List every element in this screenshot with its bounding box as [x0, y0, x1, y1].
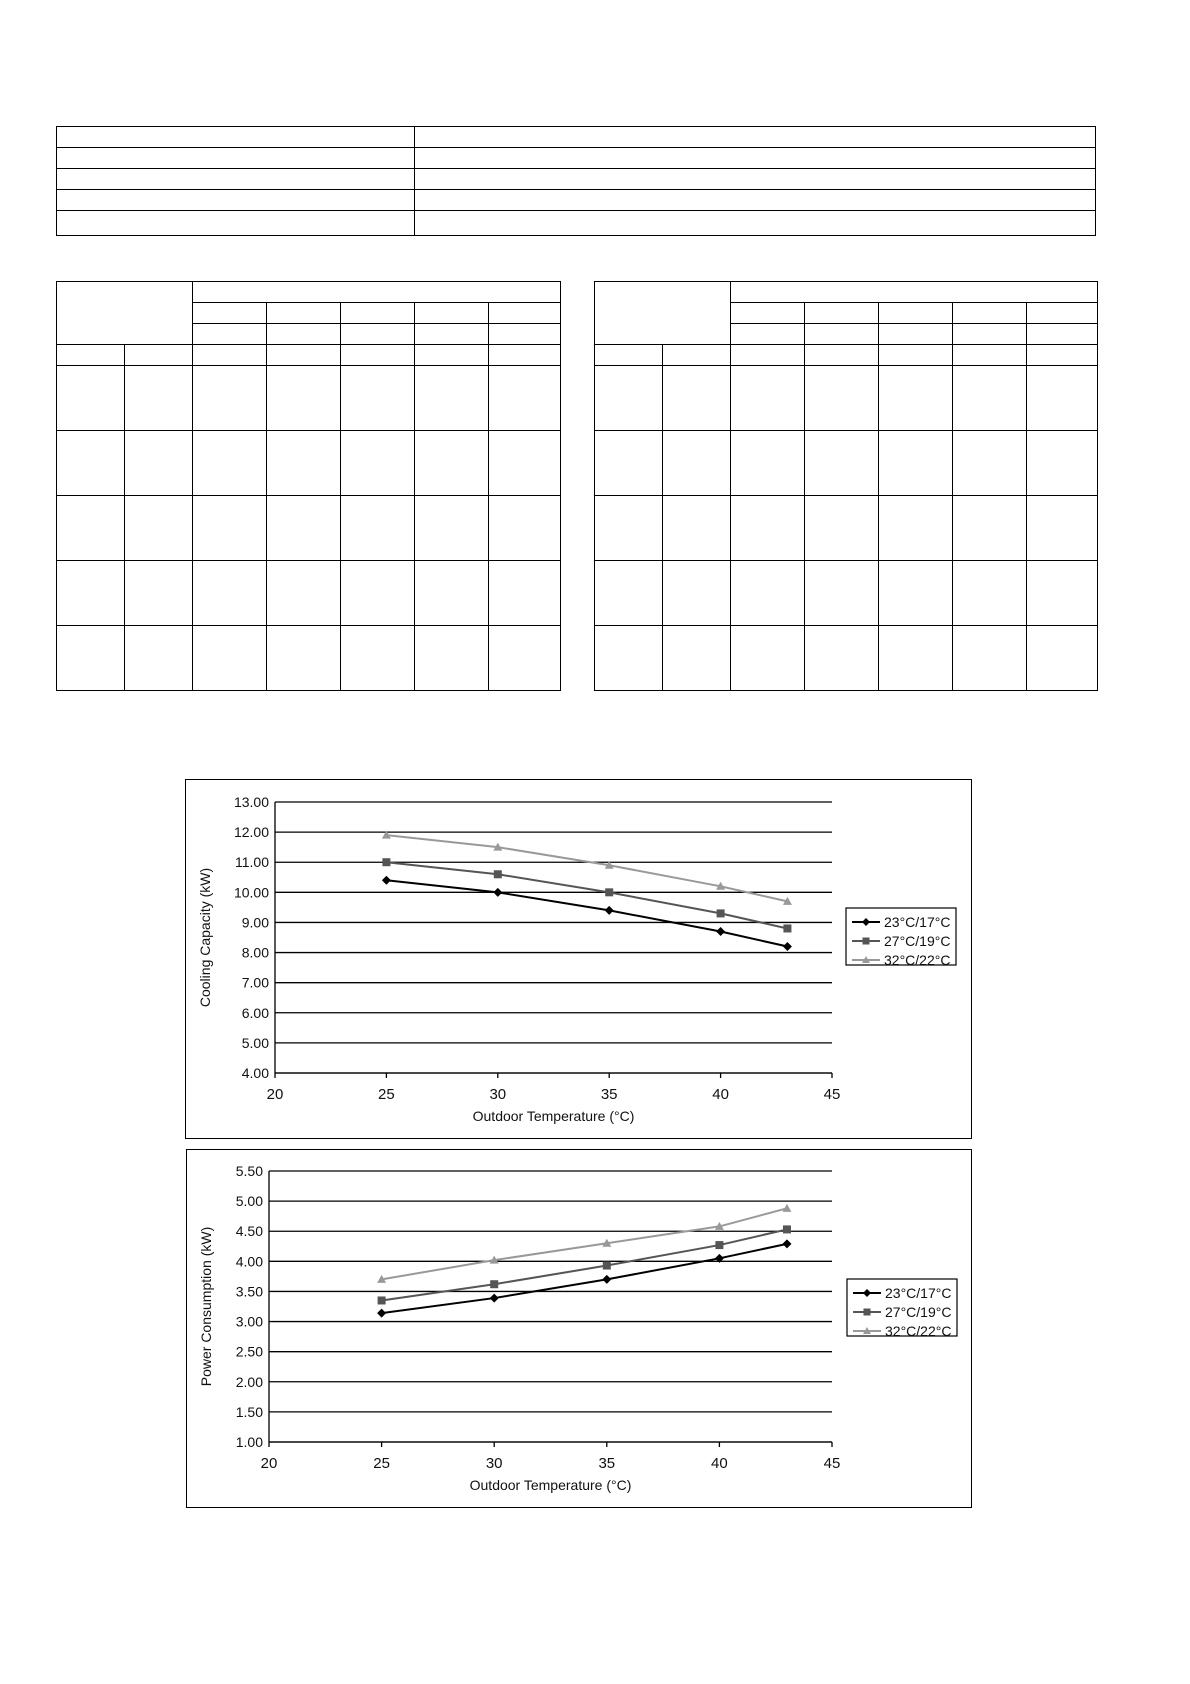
table-header-cell — [125, 345, 193, 366]
capacity-legend-label: 23°C/17°C — [884, 914, 951, 930]
power-y-tick-label: 3.50 — [235, 1283, 263, 1300]
power-legend-marker — [864, 1309, 871, 1316]
table-cell — [341, 626, 415, 691]
table-row — [57, 345, 561, 366]
power-y-tick-label: 5.00 — [235, 1193, 263, 1210]
table-row — [57, 366, 561, 431]
power-y-tick-label: 3.00 — [235, 1313, 263, 1330]
table-cell — [595, 366, 663, 431]
capacity-y-tick-label: 13.00 — [233, 794, 269, 810]
table-cell — [125, 561, 193, 626]
table-header-cell — [805, 303, 879, 324]
table-cell — [341, 366, 415, 431]
capacity-y-tick-label: 11.00 — [235, 854, 269, 871]
power-x-tick-label: 45 — [823, 1455, 841, 1472]
table-cell — [805, 431, 879, 496]
table-cell — [57, 626, 125, 691]
table-cell — [1027, 366, 1098, 431]
power-series-1-point — [377, 1309, 386, 1318]
table-header-cell — [805, 345, 879, 366]
table-cell — [57, 366, 125, 431]
table-cell — [415, 366, 489, 431]
table-row — [57, 211, 1096, 236]
table-header-cell — [193, 303, 267, 324]
table-cell — [125, 496, 193, 561]
power-legend-label: 32°C/22°C — [885, 1323, 952, 1339]
specification-table — [56, 126, 1096, 236]
table-cell — [953, 431, 1027, 496]
table-header-cell — [595, 282, 731, 345]
table-header-cell — [595, 345, 663, 366]
table-cell — [731, 496, 805, 561]
power-x-tick-label: 40 — [711, 1455, 728, 1472]
power-series-line-2 — [382, 1229, 787, 1300]
table-row — [57, 169, 1096, 190]
cooling-capacity-chart — [185, 779, 972, 1139]
table-header-cell — [57, 282, 193, 345]
table-cell — [805, 496, 879, 561]
table-header-cell — [57, 345, 125, 366]
table-header-cell — [731, 345, 805, 366]
table-row — [57, 127, 1096, 148]
power-y-tick-label: 2.00 — [235, 1373, 263, 1390]
table-header-cell — [267, 303, 341, 324]
table-cell — [415, 148, 1096, 169]
table-cell — [489, 626, 561, 691]
table-cell — [953, 366, 1027, 431]
table-header-cell — [193, 282, 561, 303]
table-header-cell — [1027, 324, 1098, 345]
capacity-x-tick-label: 40 — [712, 1086, 729, 1103]
table-row — [57, 496, 561, 561]
power-consumption-plot — [187, 1150, 971, 1507]
capacity-y-tick-label: 10.00 — [233, 884, 269, 901]
power-x-tick-label: 25 — [373, 1455, 390, 1472]
capacity-y-tick-label: 12.00 — [233, 824, 269, 841]
table-cell — [57, 148, 415, 169]
table-header-cell — [489, 345, 561, 366]
power-series-2-point — [378, 1296, 386, 1304]
table-cell — [415, 169, 1096, 190]
table-cell — [663, 561, 731, 626]
table-cell — [663, 366, 731, 431]
table-header-cell — [731, 282, 1098, 303]
table-cell — [595, 626, 663, 691]
table-row — [595, 431, 1098, 496]
table-cell — [125, 366, 193, 431]
capacity-y-tick-label: 8.00 — [241, 944, 269, 961]
table-cell — [57, 169, 415, 190]
table-cell — [879, 561, 953, 626]
table-cell — [879, 496, 953, 561]
table-header-cell — [731, 303, 805, 324]
table-cell — [1027, 496, 1098, 561]
capacity-y-axis-label: Cooling Capacity (kW) — [197, 867, 213, 1008]
power-y-tick-label: 4.50 — [235, 1223, 263, 1240]
power-series-1-point — [602, 1275, 611, 1284]
table-cell — [57, 127, 415, 148]
table-cell — [489, 496, 561, 561]
table-cell — [415, 496, 489, 561]
table-cell — [879, 431, 953, 496]
table-header-cell — [879, 324, 953, 345]
table-cell — [341, 431, 415, 496]
capacity-y-tick-label: 7.00 — [241, 974, 269, 991]
table-row — [595, 496, 1098, 561]
table-cell — [341, 496, 415, 561]
table-cell — [663, 626, 731, 691]
table-header-cell — [341, 324, 415, 345]
capacity-y-tick-label: 5.00 — [241, 1034, 269, 1051]
power-y-tick-label: 1.00 — [235, 1434, 263, 1450]
power-series-2-point — [603, 1262, 611, 1270]
table-cell — [805, 561, 879, 626]
capacity-y-tick-label: 9.00 — [241, 914, 269, 931]
capacity-series-line-1 — [386, 880, 787, 946]
table-header-cell — [805, 324, 879, 345]
capacity-series-2-point — [717, 909, 725, 917]
table-header-cell — [415, 324, 489, 345]
capacity-y-tick-label: 4.00 — [241, 1065, 269, 1081]
table-cell — [193, 561, 267, 626]
table-cell — [731, 366, 805, 431]
table-header-cell — [193, 324, 267, 345]
table-row — [57, 282, 561, 303]
table-cell — [879, 366, 953, 431]
table-cell — [415, 190, 1096, 211]
table-cell — [267, 431, 341, 496]
table-row — [595, 366, 1098, 431]
table-cell — [341, 561, 415, 626]
table-cell — [415, 431, 489, 496]
table-cell — [267, 366, 341, 431]
power-x-tick-label: 35 — [598, 1455, 616, 1472]
cooling-capacity-plot — [186, 780, 971, 1138]
power-x-axis-label: Outdoor Temperature (°C) — [469, 1477, 632, 1493]
table-cell — [805, 626, 879, 691]
table-row — [57, 626, 561, 691]
capacity-x-tick-label: 45 — [823, 1086, 841, 1103]
table-row — [57, 561, 561, 626]
table-cell — [1027, 626, 1098, 691]
table-cell — [1027, 561, 1098, 626]
table-header-cell — [879, 345, 953, 366]
table-cell — [595, 561, 663, 626]
table-cell — [415, 626, 489, 691]
table-cell — [595, 431, 663, 496]
capacity-x-tick-label: 25 — [378, 1086, 395, 1103]
table-cell — [489, 366, 561, 431]
table-row — [57, 431, 561, 496]
table-header-cell — [267, 324, 341, 345]
table-header-cell — [415, 345, 489, 366]
power-series-1-point — [490, 1294, 499, 1303]
power-legend-label: 27°C/19°C — [885, 1304, 952, 1320]
power-series-2-point — [783, 1225, 791, 1233]
table-header-cell — [1027, 345, 1098, 366]
table-header-cell — [489, 324, 561, 345]
performance-table-right — [594, 281, 1098, 691]
table-cell — [489, 431, 561, 496]
capacity-series-2-point — [783, 924, 791, 932]
table-cell — [731, 561, 805, 626]
power-series-1-point — [782, 1239, 791, 1248]
power-y-tick-label: 1.50 — [235, 1403, 263, 1420]
capacity-series-2-point — [382, 858, 390, 866]
table-cell — [57, 211, 415, 236]
table-header-cell — [731, 324, 805, 345]
table-cell — [415, 127, 1096, 148]
capacity-series-1-point — [716, 927, 725, 936]
power-y-tick-label: 5.50 — [235, 1163, 263, 1179]
table-header-cell — [879, 303, 953, 324]
capacity-legend-label: 32°C/22°C — [884, 952, 951, 968]
table-header-cell — [953, 303, 1027, 324]
power-series-2-point — [490, 1280, 498, 1288]
power-x-tick-label: 30 — [485, 1455, 503, 1472]
table-cell — [125, 626, 193, 691]
capacity-series-1-point — [493, 888, 502, 897]
table-header-cell — [341, 303, 415, 324]
capacity-series-1-point — [382, 876, 391, 885]
capacity-x-tick-label: 20 — [266, 1086, 284, 1103]
table-cell — [731, 626, 805, 691]
table-header-cell — [341, 345, 415, 366]
table-cell — [663, 496, 731, 561]
power-y-axis-label: Power Consumption (kW) — [198, 1226, 214, 1387]
table-row — [595, 626, 1098, 691]
table-header-cell — [953, 324, 1027, 345]
table-cell — [125, 431, 193, 496]
table-row — [57, 148, 1096, 169]
capacity-x-tick-label: 35 — [600, 1086, 618, 1103]
table-cell — [595, 496, 663, 561]
table-header-cell — [489, 303, 561, 324]
capacity-series-2-point — [605, 888, 613, 896]
table-cell — [193, 626, 267, 691]
capacity-legend-marker — [863, 938, 870, 945]
table-header-cell — [415, 303, 489, 324]
table-header-cell — [193, 345, 267, 366]
table-cell — [663, 431, 731, 496]
table-cell — [57, 561, 125, 626]
power-series-2-point — [715, 1241, 723, 1249]
table-cell — [193, 431, 267, 496]
table-row — [595, 282, 1098, 303]
table-cell — [953, 496, 1027, 561]
capacity-series-2-point — [494, 870, 502, 878]
table-cell — [267, 496, 341, 561]
power-legend-label: 23°C/17°C — [885, 1285, 952, 1301]
table-cell — [267, 561, 341, 626]
power-series-line-1 — [382, 1244, 787, 1313]
table-cell — [1027, 431, 1098, 496]
capacity-series-line-2 — [386, 862, 787, 928]
table-cell — [415, 561, 489, 626]
power-series-3-point — [782, 1204, 791, 1212]
table-cell — [879, 626, 953, 691]
power-y-tick-label: 4.00 — [235, 1253, 263, 1270]
table-cell — [57, 496, 125, 561]
table-cell — [731, 431, 805, 496]
power-x-tick-label: 20 — [260, 1455, 278, 1472]
table-header-cell — [1027, 303, 1098, 324]
capacity-legend-label: 27°C/19°C — [884, 933, 951, 949]
table-cell — [489, 561, 561, 626]
table-row — [57, 190, 1096, 211]
capacity-series-1-point — [605, 906, 614, 915]
capacity-series-1-point — [783, 942, 792, 951]
table-header-cell — [267, 345, 341, 366]
performance-table-left — [56, 281, 561, 691]
table-cell — [805, 366, 879, 431]
power-consumption-chart — [186, 1149, 972, 1508]
table-header-cell — [953, 345, 1027, 366]
table-cell — [57, 190, 415, 211]
table-cell — [193, 496, 267, 561]
table-cell — [953, 561, 1027, 626]
table-cell — [57, 431, 125, 496]
table-cell — [193, 366, 267, 431]
capacity-x-tick-label: 30 — [489, 1086, 507, 1103]
table-row — [595, 561, 1098, 626]
power-y-tick-label: 2.50 — [235, 1343, 263, 1360]
table-cell — [415, 211, 1096, 236]
table-cell — [953, 626, 1027, 691]
table-cell — [267, 626, 341, 691]
table-header-cell — [663, 345, 731, 366]
capacity-y-tick-label: 6.00 — [241, 1004, 269, 1021]
capacity-x-axis-label: Outdoor Temperature (°C) — [472, 1108, 635, 1124]
table-row — [595, 345, 1098, 366]
